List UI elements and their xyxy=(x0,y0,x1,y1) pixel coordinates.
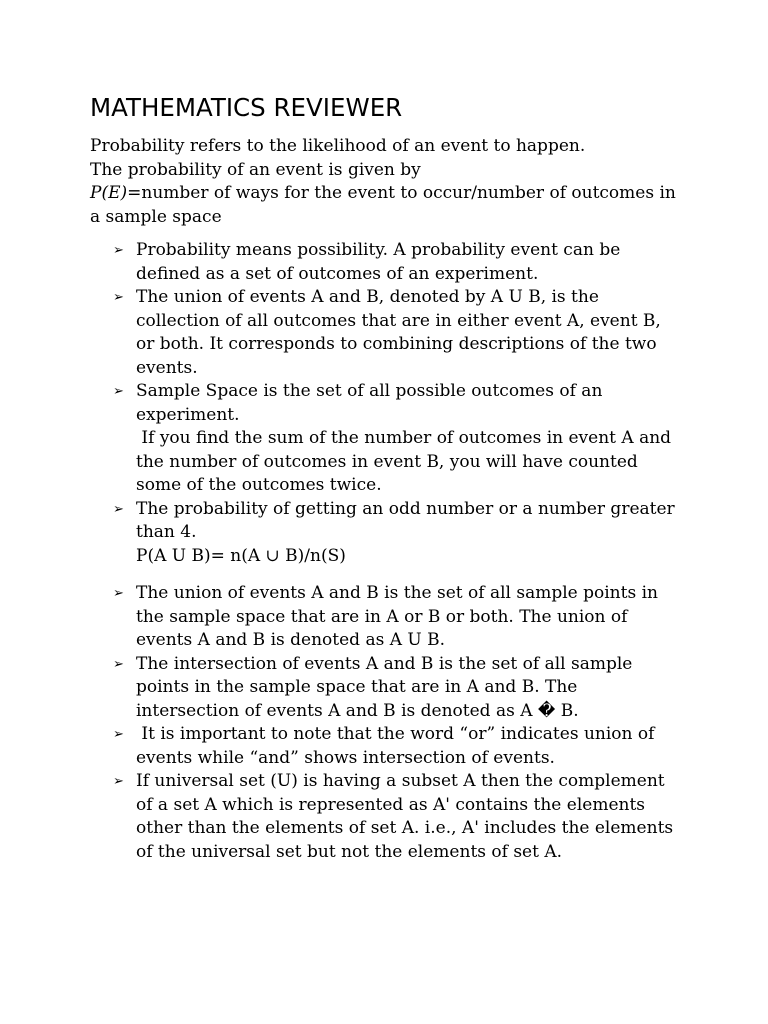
list-item xyxy=(90,239,684,286)
formula-symbol: P(E) xyxy=(90,183,128,203)
list-item-text: If you find the sum of the number of outcomes in event A and the number of outcomes in event B, you will have counted some of the outcomes twice. xyxy=(136,428,677,495)
list-item xyxy=(90,582,684,653)
list-item xyxy=(90,723,684,770)
list-item-text: If universal set (U) is having a subset A then the complement of a set A which is represented as A' contains the elements other than the elements of set A. i.e., A' includes the elements of the universal set but not the elements of set A. xyxy=(136,771,674,862)
list-item xyxy=(90,380,684,498)
list-item xyxy=(90,286,684,380)
list-item-text: The probability of getting an odd number or a number greater than 4. xyxy=(136,498,675,542)
arrowhead-bullet-icon: ➢ xyxy=(113,656,124,672)
arrowhead-bullet-icon: ➢ xyxy=(113,727,124,742)
probability-formula xyxy=(90,182,680,229)
list-item xyxy=(90,498,684,569)
bullet-list-1 xyxy=(90,239,690,568)
bullet-list-2 xyxy=(90,582,690,864)
intro-line-2: The probability of an event is given by xyxy=(90,159,421,180)
arrowhead-bullet-icon: ➢ xyxy=(113,290,124,305)
arrowhead-bullet-icon: ➢ xyxy=(113,774,124,789)
list-item-text: Probability means possibility. A probability event can be defined as a set of outcomes of an experiment. xyxy=(136,240,621,284)
arrowhead-bullet-icon: ➢ xyxy=(113,243,124,258)
arrowhead-bullet-icon: ➢ xyxy=(113,384,124,399)
list-item-text: The intersection of events A and B is the set of all sample points in the sample space that are in A and B. The intersection of events A and B is denoted as A � B. xyxy=(136,653,633,721)
union-formula: P(A U B)= n(A ∪ B)/n(S) xyxy=(136,545,346,566)
spacer xyxy=(90,568,690,582)
arrowhead-bullet-icon: ➢ xyxy=(113,501,124,517)
list-item xyxy=(90,770,684,864)
list-item xyxy=(90,653,684,724)
formula-text: =number of ways for the event to occur/number of outcomes in a sample space xyxy=(90,183,676,227)
list-item-text: The union of events A and B is the set of all sample points in the sample space that are in A or B or both. The union of events A and B is denoted as A U B. xyxy=(136,583,658,650)
document-page xyxy=(90,92,690,864)
list-item-text: Sample Space is the set of all possible outcomes of an experiment. xyxy=(136,381,603,425)
arrowhead-bullet-icon: ➢ xyxy=(113,586,124,601)
intro-line-1: Probability refers to the likelihood of an event to happen. xyxy=(90,136,586,156)
list-item-text: It is important to note that the word “or” indicates union of events while “and” shows intersection of events. xyxy=(136,724,660,768)
document-title: MATHEMATICS REVIEWER xyxy=(90,93,403,122)
list-item-text: The union of events A and B, denoted by A U B, is the collection of all outcomes that are in either event A, event B, or both. It corresponds to combining descriptions of the two events. xyxy=(136,287,661,378)
